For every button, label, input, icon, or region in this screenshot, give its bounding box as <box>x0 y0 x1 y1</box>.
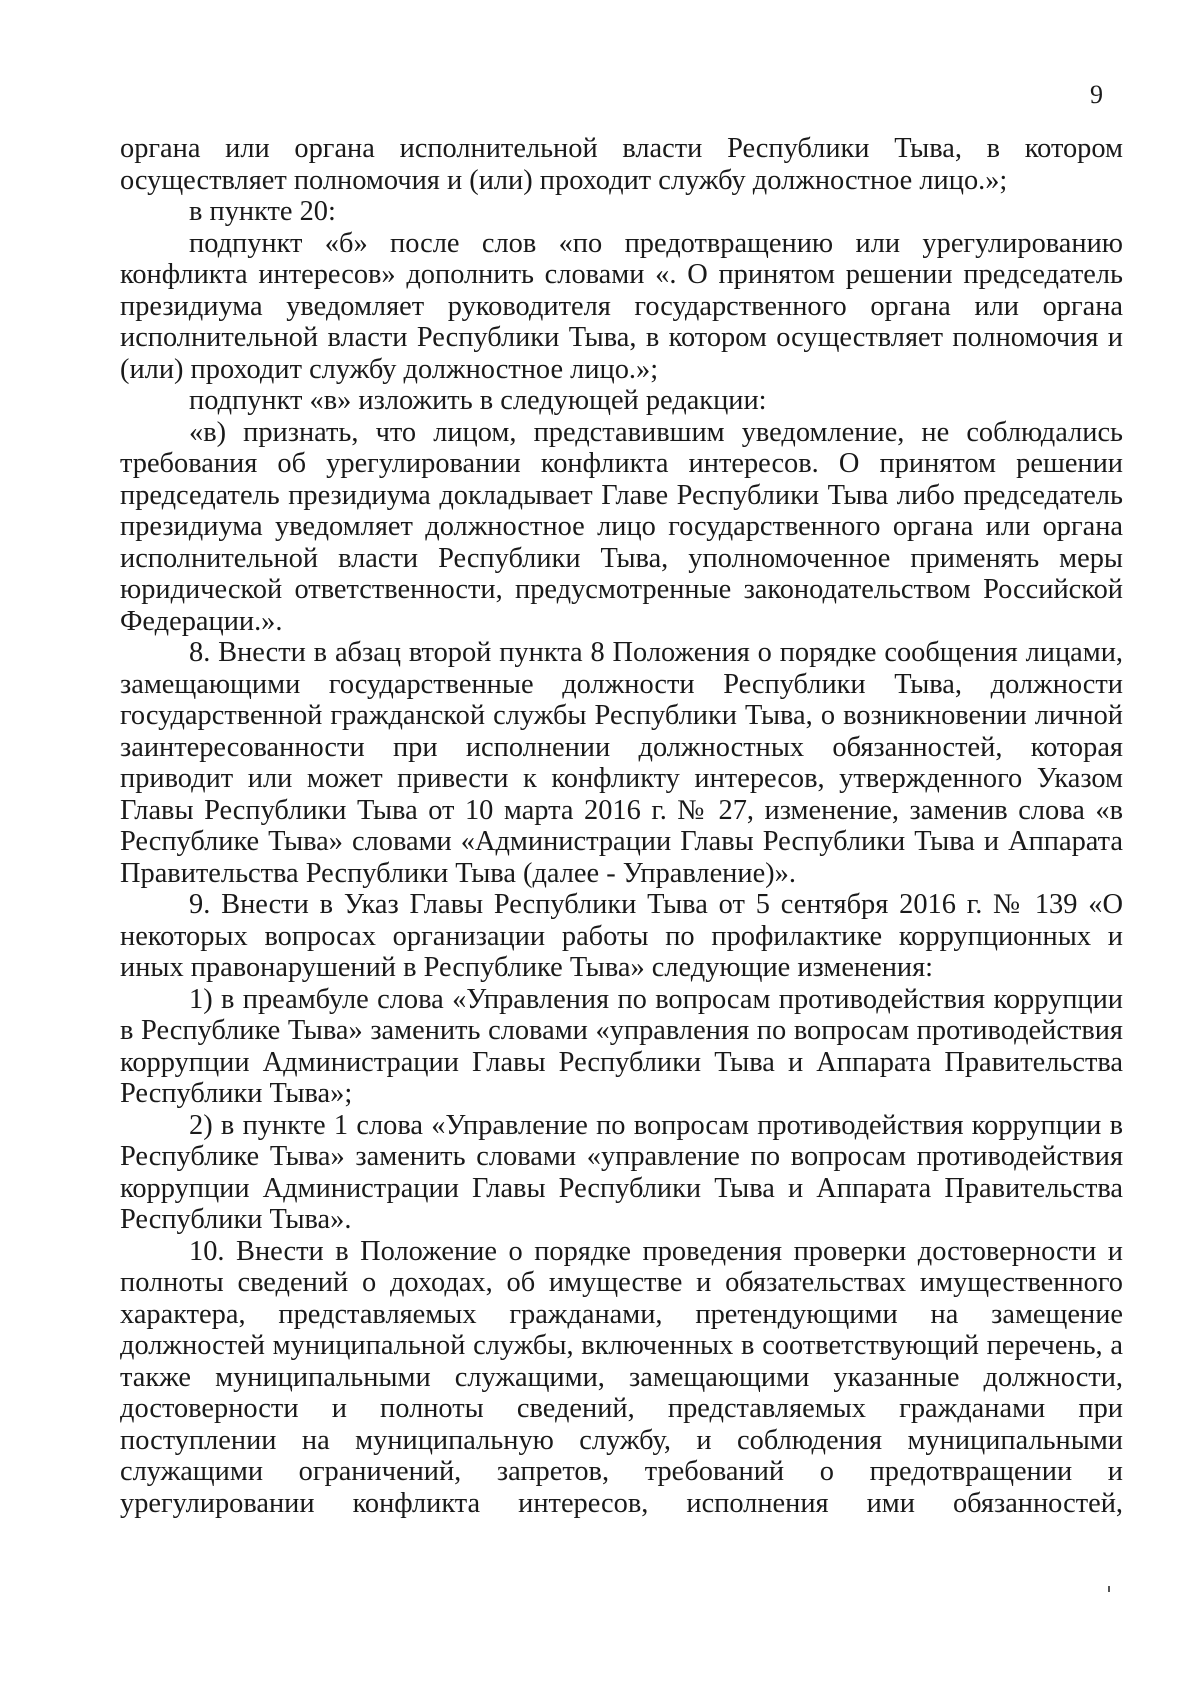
paragraph-subitem-b: подпункт «б» после слов «по предотвращению или урегулированию конфликта интересов» дополнить словами «. О принятом решении председатель президиума уведомляет руководителя государственного органа или органа исполнительной власти Республики Тыва, в котором осуществляет полномочия и (или) проходит службу должностное лицо.»; <box>120 227 1123 385</box>
paragraph-section-8: 8. Внести в абзац второй пункта 8 Положения о порядке сообщения лицами, замещающими государственные должности Республики Тыва, должности государственной гражданской службы Республики Тыва, о возникновении личной заинтересованности при исполнении должностных обязанностей, которая приводит или может привести к конфликту интересов, утвержденного Указом Главы Республики Тыва от 10 марта 2016 г. № 27, изменение, заменив слова «в Республике Тыва» словами «Администрации Главы Республики Тыва и Аппарата Правительства Республики Тыва (далее - Управление)». <box>120 637 1123 889</box>
page-number: 9 <box>1090 80 1103 109</box>
paragraph-subitem-v-text: «в) признать, что лицом, представившим уведомление, не соблюдались требования об урегулировании конфликта интересов. О принятом решении председатель президиума докладывает Главе Республики Тыва либо председатель президиума уведомляет должностное лицо государственного органа или органа исполнительной власти Республики Тыва, уполномоченное применять меры юридической ответственности, предусмотренные законодательством Российской Федерации.». <box>120 416 1123 637</box>
document-body <box>120 133 1123 1519</box>
paragraph-section-9-item-1: 1) в преамбуле слова «Управления по вопросам противодействия коррупции в Республике Тыва» заменить словами «управления по вопросам противодействия коррупции Администрации Главы Республики Тыва и Аппарата Правительства Республики Тыва»; <box>120 983 1123 1109</box>
paragraph-continuation: органа или органа исполнительной власти Республики Тыва, в котором осуществляет полномочия и (или) проходит службу должностное лицо.»; <box>120 133 1123 196</box>
paragraph-section-9: 9. Внести в Указ Главы Республики Тыва от 5 сентября 2016 г. № 139 «О некоторых вопросах организации работы по профилактике коррупционных и иных правонарушений в Республике Тыва» следующие изменения: <box>120 889 1123 983</box>
paragraph-subitem-v-intro: подпункт «в» изложить в следующей редакции: <box>189 385 767 416</box>
paragraph-section-10: 10. Внести в Положение о порядке проведения проверки достоверности и полноты сведений о доходах, об имуществе и обязательствах имущественного характера, представляемых гражданами, претендующими на замещение должностей муниципальной службы, включенных в соответствующий перечень, а также муниципальными служащими, замещающими указанные должности, достоверности и полноты сведений, представляемых гражданами при поступлении на муниципальную службу, и соблюдения муниципальными служащими ограничений, запретов, требований о предотвращении и урегулировании конфликта интересов, исполнения ими обязанностей, <box>120 1235 1123 1519</box>
paragraph-item-20: в пункте 20: <box>189 196 336 227</box>
scan-mark <box>1108 1586 1110 1592</box>
paragraph-section-9-item-2: 2) в пункте 1 слова «Управление по вопросам противодействия коррупции в Республике Тыва» заменить словами «управление по вопросам противодействия коррупции Администрации Главы Республики Тыва и Аппарата Правительства Республики Тыва». <box>120 1109 1123 1235</box>
